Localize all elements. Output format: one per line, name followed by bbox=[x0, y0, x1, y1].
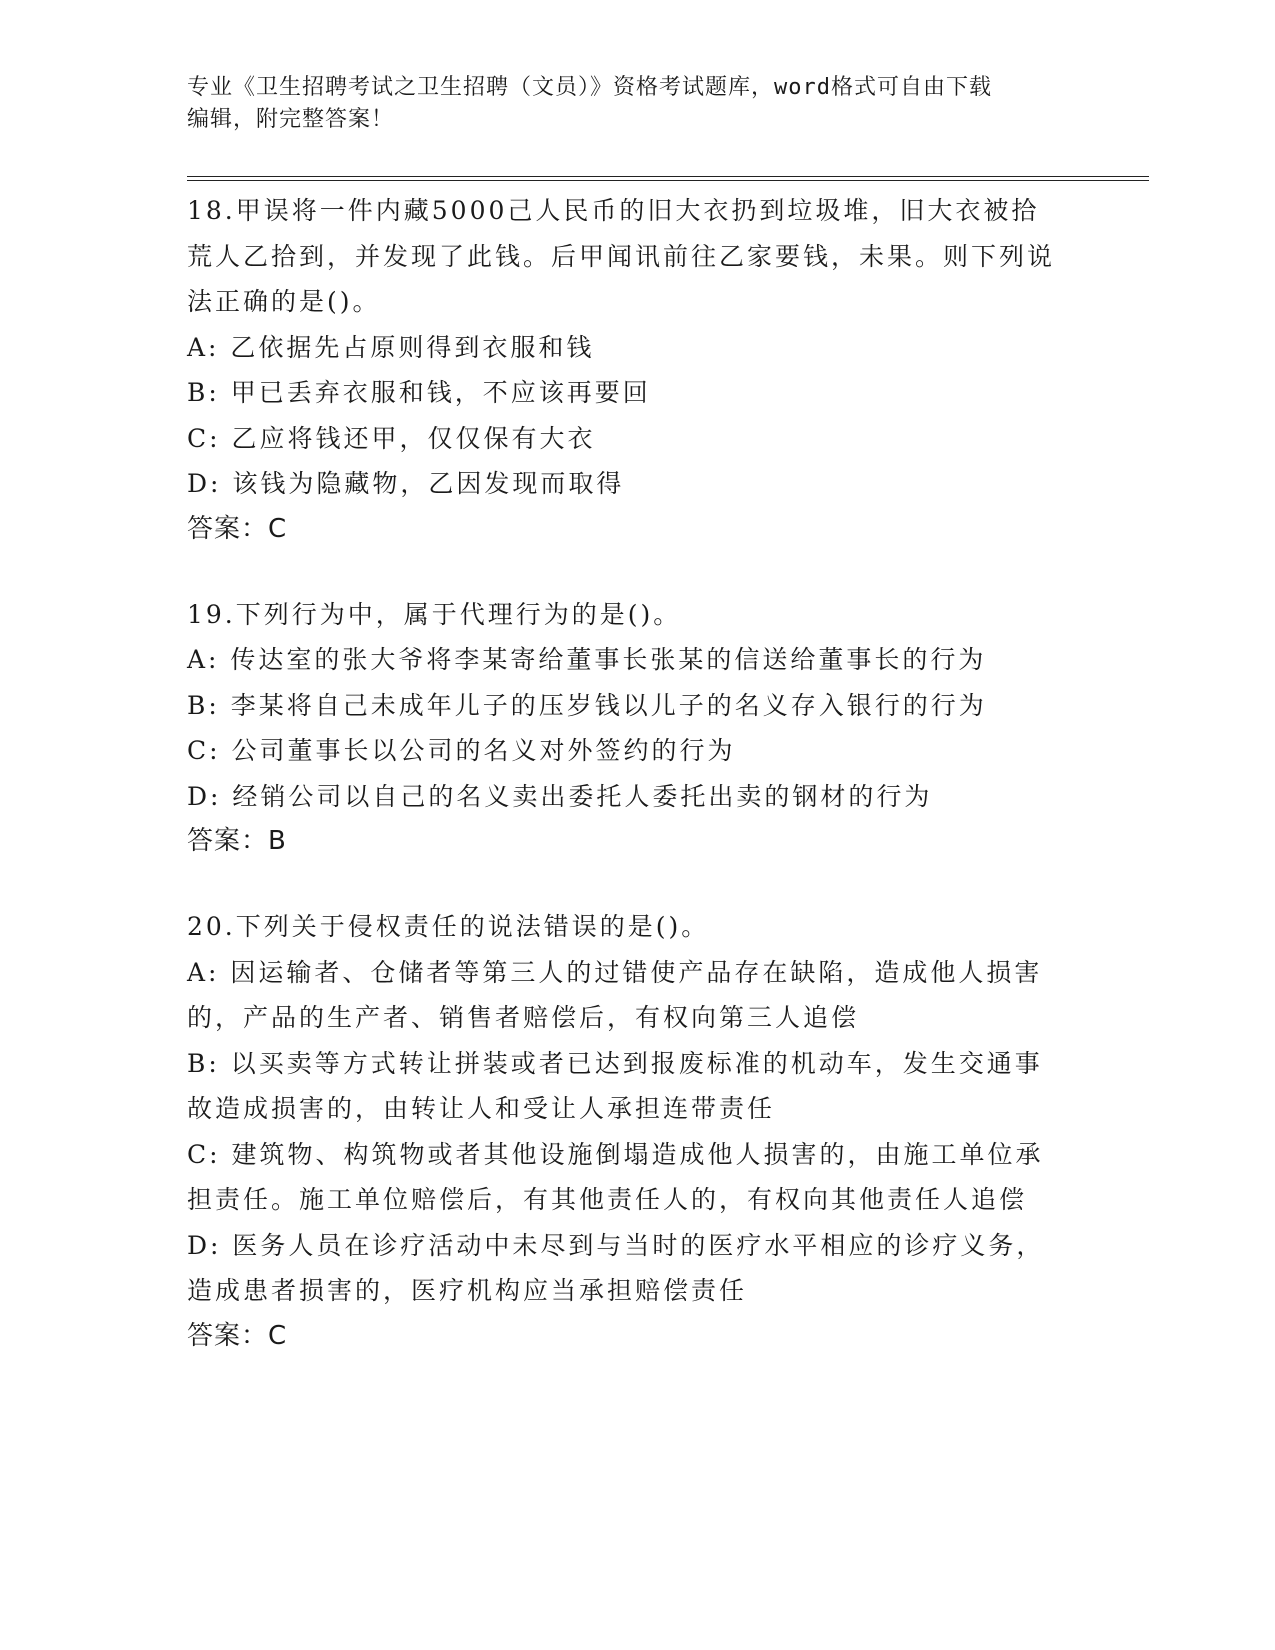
question-19 bbox=[187, 592, 1067, 865]
option-c: C: 建筑物、构筑物或者其他设施倒塌造成他人损害的，由施工单位承担责任。施工单位赔偿后，有其他责任人的，有权向其他责任人追偿 bbox=[187, 1139, 1044, 1214]
question-stem: 20.下列关于侵权责任的说法错误的是()。 bbox=[187, 912, 710, 941]
option-c: C: 乙应将钱还甲，仅仅保有大衣 bbox=[187, 423, 596, 453]
question-stem: 19.下列行为中，属于代理行为的是()。 bbox=[187, 599, 682, 629]
answer-line: 答案：C bbox=[187, 1320, 288, 1351]
option-b: B: 李某将自己未成年儿子的压岁钱以儿子的名义存入银行的行为 bbox=[187, 690, 987, 720]
option-d: D: 经销公司以自己的名义卖出委托人委托出卖的钢材的行为 bbox=[187, 781, 933, 811]
option-a: A: 乙依据先占原则得到衣服和钱 bbox=[187, 332, 595, 362]
answer-line: 答案：C bbox=[187, 513, 288, 544]
option-a: A: 传达室的张大爷将李某寄给董事长张某的信送给董事长的行为 bbox=[187, 645, 987, 674]
option-d: D: 医务人员在诊疗活动中未尽到与当时的医疗水平相应的诊疗义务，造成患者损害的，医疗机构应当承担赔偿责任 bbox=[187, 1230, 1045, 1305]
question-18 bbox=[187, 188, 1067, 552]
answer-line: 答案：B bbox=[187, 826, 287, 856]
option-b: B: 甲已丢弃衣服和钱，不应该再要回 bbox=[187, 378, 651, 407]
question-list bbox=[187, 188, 1067, 1399]
option-b: B: 以买卖等方式转让拼装或者已达到报废标准的机动车，发生交通事故造成损害的，由转让人和受让人承担连带责任 bbox=[187, 1048, 1043, 1123]
option-c: C: 公司董事长以公司的名义对外签约的行为 bbox=[187, 736, 736, 765]
header-line-1: 专业《卫生招聘考试之卫生招聘（文员）》资格考试题库，word格式可自由下载 bbox=[187, 75, 992, 100]
option-a: A: 因运输者、仓储者等第三人的过错使产品存在缺陷，造成他人损害的，产品的生产者、销售者赔偿后，有权向第三人追偿 bbox=[187, 957, 1043, 1032]
header-line-2: 编辑，附完整答案！ bbox=[187, 107, 395, 132]
document-header bbox=[187, 72, 1077, 136]
question-20 bbox=[187, 904, 1067, 1359]
option-d: D: 该钱为隐藏物，乙因发现而取得 bbox=[187, 469, 625, 498]
header-divider bbox=[187, 176, 1149, 182]
question-stem: 18.甲误将一件内藏5000己人民币的旧大衣扔到垃圾堆，旧大衣被拾荒人乙拾到，并发现了此钱。后甲闻讯前往乙家要钱，未果。则下列说法正确的是()。 bbox=[187, 196, 1056, 316]
